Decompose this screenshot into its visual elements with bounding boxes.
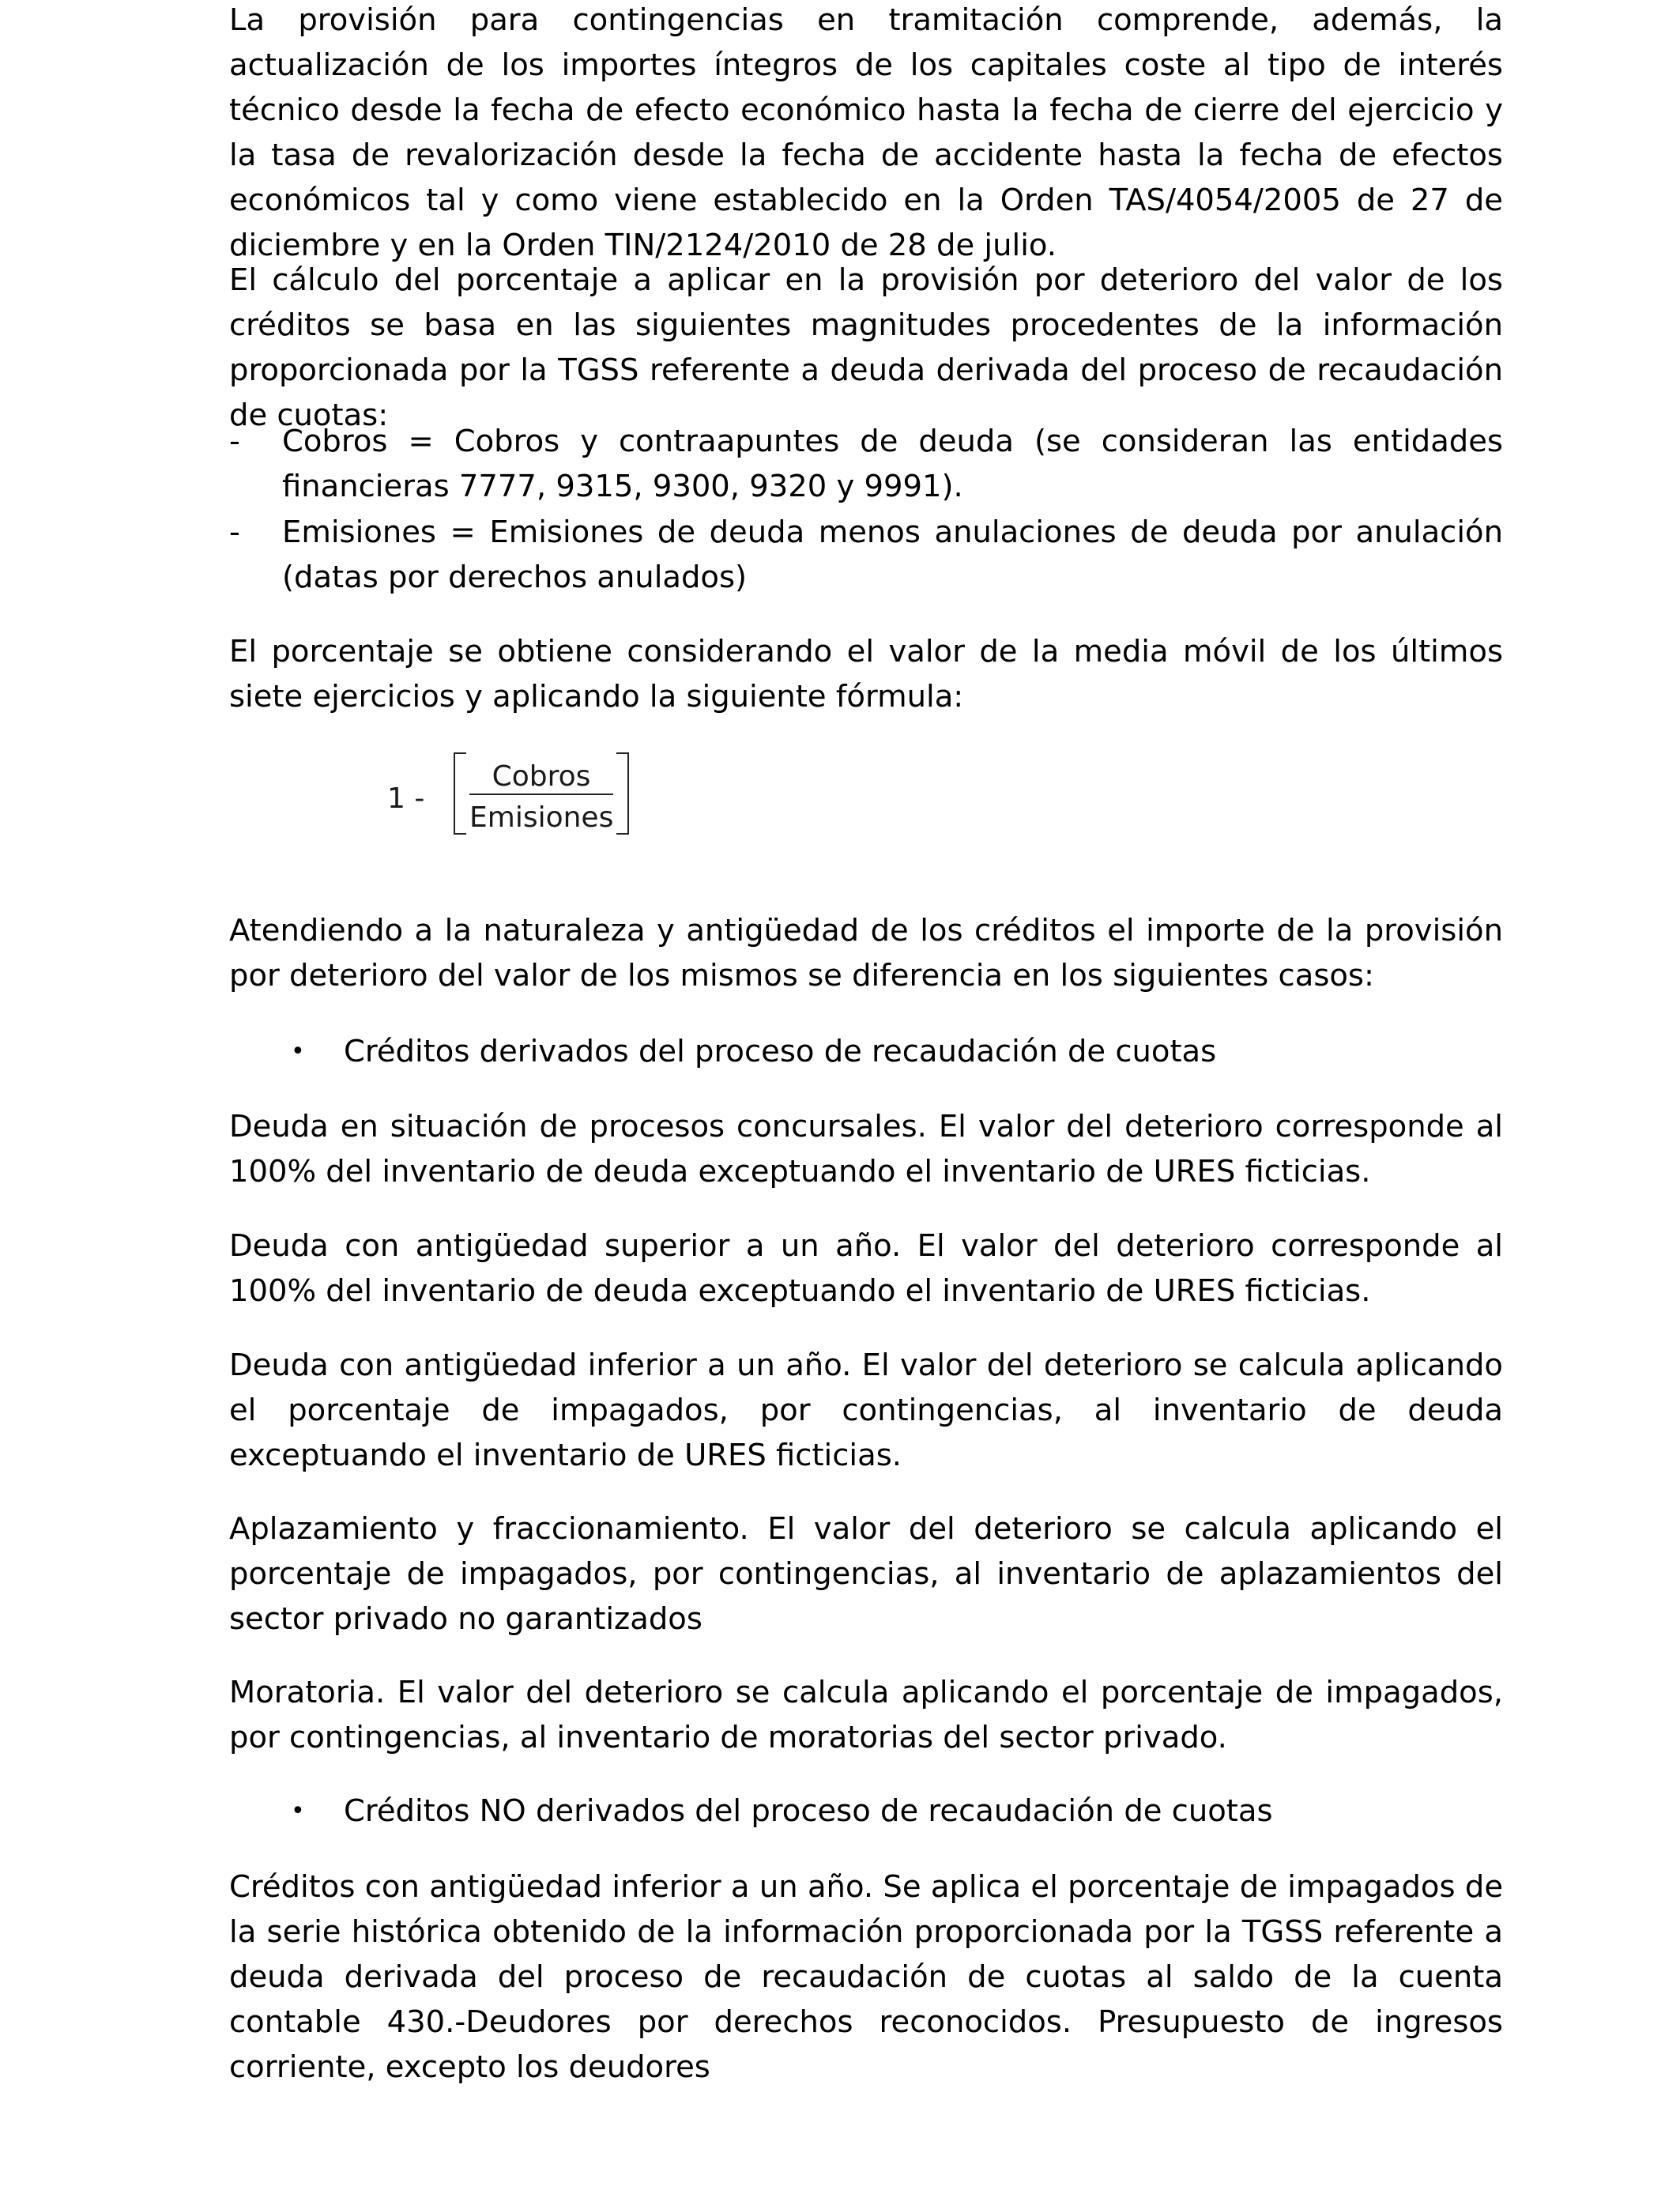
paragraph-concursales: Deuda en situación de procesos concursales. El valor del deterioro corresponde al 100% del inventario de deuda exceptuando el inventario de URES ficticias.	[229, 1109, 1503, 1189]
paragraph-aplazamiento: Aplazamiento y fraccionamiento. El valor del deterioro se calcula aplicando el porcentaje de impagados, por contingencias, al inventario de aplazamientos del sector privado no garantizados	[229, 1511, 1503, 1637]
bullet-text: Créditos NO derivados del proceso de recaudación de cuotas	[344, 1793, 1273, 1829]
bullet-text: Créditos derivados del proceso de recaudación de cuotas	[344, 1034, 1217, 1069]
list-item-emisiones	[229, 510, 1503, 600]
bullet-marker: •	[291, 1797, 305, 1825]
dash-marker: -	[229, 515, 240, 550]
formula	[387, 752, 656, 847]
formula-one: 1 -	[387, 782, 425, 815]
formula-right-bracket	[616, 752, 629, 835]
bullet-marker: •	[291, 1038, 305, 1065]
formula-numerator: Cobros	[492, 760, 591, 793]
bullet-creditos-derivados	[229, 1029, 1503, 1074]
formula-left-bracket	[454, 752, 466, 835]
paragraph-antiguedad-superior: Deuda con antigüedad superior a un año. El valor del deterioro corresponde al 100% del inventario de deuda exceptuando el inventario de URES ficticias.	[229, 1228, 1503, 1309]
paragraph-calculo-porcentaje: El cálculo del porcentaje a aplicar en la provisión por deterioro del valor de los créditos se basa en las siguientes magnitudes procedentes de la información proporcionada por la TGSS referente a deuda derivada del proceso de recaudación de cuotas:	[229, 262, 1503, 433]
formula-denominator: Emisiones	[469, 801, 614, 834]
dash-marker: -	[229, 424, 240, 459]
list-item-text: Emisiones = Emisiones de deuda menos anulaciones de deuda por anulación (datas por derechos anulados)	[282, 515, 1503, 595]
list-item-text: Cobros = Cobros y contraapuntes de deuda (se consideran las entidades financieras 7777, 9315, 9300, 9320 y 9991).	[282, 424, 1503, 504]
paragraph-contingencias: La provisión para contingencias en tramitación comprende, además, la actualización de los importes íntegros de los capitales coste al tipo de interés técnico desde la fecha de efecto económico hasta la fecha de cierre del ejercicio y la tasa de revalorización desde la fecha de accidente hasta la fecha de efectos económicos tal y como viene establecido en la Orden TAS/4054/2005 de 27 de diciembre y en la Orden TIN/2124/2010 de 28 de julio.	[229, 2, 1503, 263]
paragraph-naturaleza: Atendiendo a la naturaleza y antigüedad de los créditos el importe de la provisión por deterioro del valor de los mismos se diferencia en los siguientes casos:	[229, 913, 1503, 993]
list-item-cobros	[229, 419, 1503, 509]
document-page	[229, 0, 1503, 2194]
paragraph-porcentaje-formula: El porcentaje se obtiene considerando el valor de la media móvil de los últimos siete ejercicios y aplicando la siguiente fórmula:	[229, 634, 1503, 714]
paragraph-antiguedad-inferior: Deuda con antigüedad inferior a un año. El valor del deterioro se calcula aplicando el porcentaje de impagados, por contingencias, al inventario de deuda exceptuando el inventario de URES ficticias.	[229, 1348, 1503, 1473]
paragraph-moratoria: Moratoria. El valor del deterioro se calcula aplicando el porcentaje de impagados, por contingencias, al inventario de moratorias del sector privado.	[229, 1675, 1503, 1755]
bullet-creditos-no-derivados	[229, 1789, 1503, 1834]
paragraph-creditos-inferior: Créditos con antigüedad inferior a un año. Se aplica el porcentaje de impagados de la serie histórica obtenido de la información proporcionada por la TGSS referente a deuda derivada del proceso de recaudación de cuotas al saldo de la cuenta contable 430.-Deudores por derechos reconocidos. Presupuesto de ingresos corriente, excepto los deudores	[229, 1869, 1503, 2085]
